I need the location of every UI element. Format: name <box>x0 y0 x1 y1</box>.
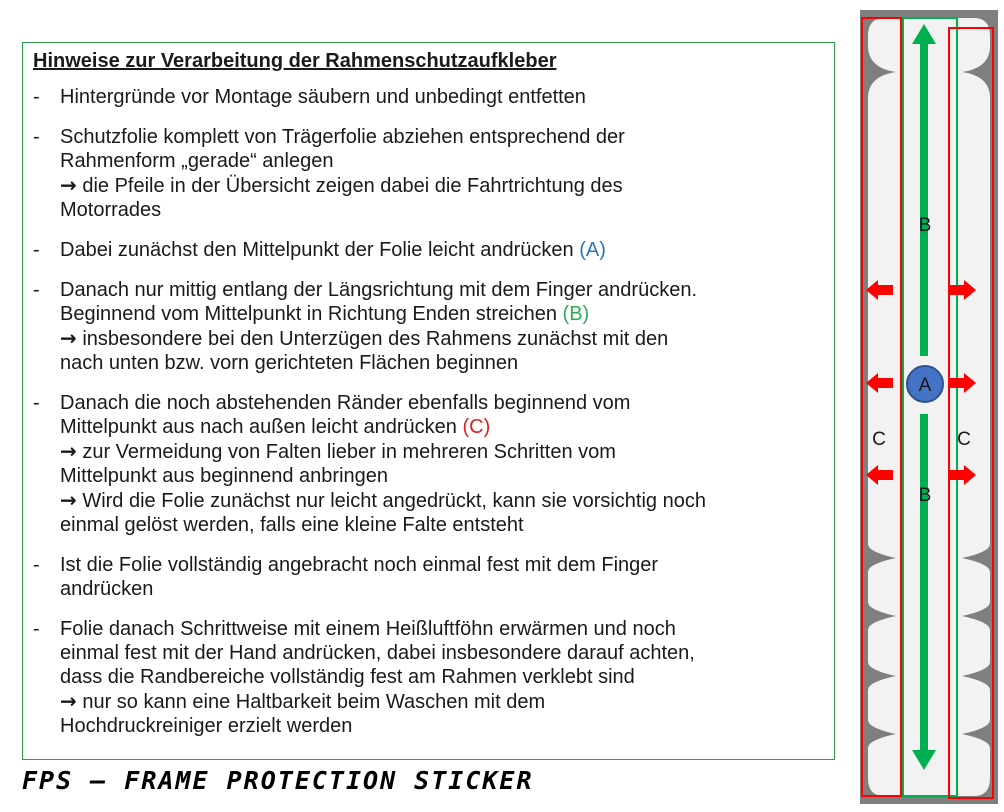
left-sticker-shape <box>868 18 900 796</box>
bullet-dash: - <box>33 86 40 108</box>
bullet-line: Rahmenform „gerade“ anlegen <box>60 150 334 172</box>
bullet-line <box>60 238 822 262</box>
instructions-title: Hinweise zur Verarbeitung der Rahmenschutzaufkleber <box>33 50 557 72</box>
right-arrow-icon: → <box>60 689 77 713</box>
right-arrow-icon: → <box>60 439 77 463</box>
list-item <box>33 125 822 222</box>
bullet-line: einmal fest mit der Hand andrücken, dabei insbesondere darauf achten, <box>60 642 695 664</box>
bullet-dash: - <box>33 239 40 261</box>
reference-b: (B) <box>562 303 590 325</box>
bullet-line: Schutzfolie komplett von Trägerfolie abziehen entsprechend der <box>60 126 625 148</box>
bullet-subline-text: insbesondere bei den Unterzügen des Rahmens zunächst mit den <box>82 328 669 350</box>
bullet-subline <box>60 173 822 198</box>
bullet-dash: - <box>33 618 40 640</box>
list-item <box>33 238 822 262</box>
bullet-text: Dabei zunächst den Mittelpunkt der Folie leicht andrücken <box>60 239 574 261</box>
label-b-top: B <box>918 215 932 236</box>
bullet-line <box>60 415 822 439</box>
bullet-line: Folie danach Schrittweise mit einem Heißluftföhn erwärmen und noch <box>60 618 676 640</box>
right-arrow-icon: → <box>60 326 77 350</box>
right-arrow-icon: → <box>60 488 77 512</box>
bullet-subline <box>60 689 822 714</box>
instructions-panel <box>22 42 835 760</box>
sticker-diagram <box>860 10 998 804</box>
label-a: A <box>918 375 932 396</box>
bullet-text: Beginnend vom Mittelpunkt in Richtung Enden streichen <box>60 303 557 325</box>
list-item <box>33 278 822 375</box>
label-c-left: C <box>872 429 886 450</box>
right-arrow-icon: → <box>60 173 77 197</box>
bullet-subline-text: die Pfeile in der Übersicht zeigen dabei die Fahrtrichtung des <box>82 175 623 197</box>
bullet-subline-text: zur Vermeidung von Falten lieber in mehreren Schritten vom <box>82 441 616 463</box>
center-sticker-strip <box>902 18 956 796</box>
bullet-subline <box>60 326 822 351</box>
sticker-diagram-svg <box>860 10 998 804</box>
instructions-list <box>33 85 822 738</box>
bullet-line: Danach nur mittig entlang der Längsrichtung mit dem Finger andrücken. <box>60 279 698 301</box>
bullet-dash: - <box>33 554 40 576</box>
bullet-line: dass die Randbereiche vollständig fest am Rahmen verklebt sind <box>60 666 635 688</box>
label-c-right: C <box>957 429 971 450</box>
bullet-dash: - <box>33 279 40 301</box>
footer-logo: FPS – FRAME PROTECTION STICKER <box>22 766 534 795</box>
bullet-line: Hochdruckreiniger erzielt werden <box>60 715 353 737</box>
bullet-line: Hintergründe vor Montage säubern und unbedingt entfetten <box>60 86 586 108</box>
label-b-bottom: B <box>918 485 932 506</box>
bullet-line: Danach die noch abstehenden Ränder ebenfalls beginnend vom <box>60 392 631 414</box>
reference-a: (A) <box>579 239 606 261</box>
bullet-subline <box>60 439 822 464</box>
bullet-subline <box>60 488 822 513</box>
bullet-line: Motorrades <box>60 199 162 221</box>
bullet-line: andrücken <box>60 578 154 600</box>
bullet-line: nach unten bzw. vorn gerichteten Flächen beginnen <box>60 352 519 374</box>
bullet-dash: - <box>33 392 40 414</box>
right-sticker-shape <box>958 18 990 796</box>
bullet-subline-text: nur so kann eine Haltbarkeit beim Waschen mit dem <box>82 691 546 713</box>
bullet-subline-text: Wird die Folie zunächst nur leicht angedrückt, kann sie vorsichtig noch <box>82 490 706 512</box>
bullet-line: einmal gelöst werden, falls eine kleine Falte entsteht <box>60 514 524 536</box>
list-item <box>33 617 822 738</box>
bullet-dash: - <box>33 126 40 148</box>
list-item <box>33 391 822 537</box>
bullet-line: Ist die Folie vollständig angebracht noch einmal fest mit dem Finger <box>60 554 659 576</box>
reference-c: (C) <box>462 416 491 438</box>
bullet-text: Mittelpunkt aus nach außen leicht andrücken <box>60 416 457 438</box>
list-item <box>33 85 822 109</box>
bullet-line <box>60 302 822 326</box>
list-item <box>33 553 822 601</box>
bullet-line: Mittelpunkt aus beginnend anbringen <box>60 465 389 487</box>
